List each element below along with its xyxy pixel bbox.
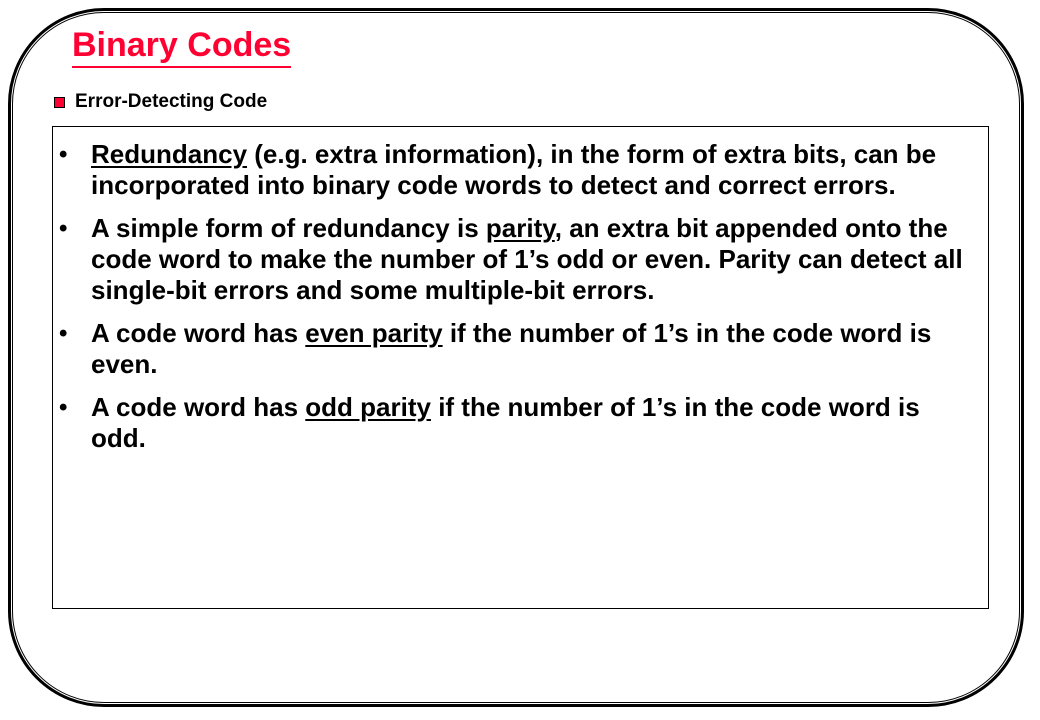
- bullet-text: , an extra bit appended onto the code word to make the number of 1’s odd or even. Parity can detect all single-bit errors and some multiple-bit errors.: [91, 213, 963, 305]
- term-redundancy: Redundancy: [91, 139, 248, 169]
- slide-subtitle: [54, 90, 267, 114]
- bullet-dot-icon: •: [59, 320, 68, 347]
- bullet-text: if the number of 1’s in the code word is even.: [91, 318, 932, 379]
- subtitle-label: Error-Detecting Code: [75, 91, 268, 112]
- slide-title: Binary Codes: [72, 24, 291, 68]
- term-odd-parity: odd parity: [305, 392, 431, 422]
- bullet-text: if the number of 1’s in the code word is odd.: [91, 392, 920, 453]
- bullet-text-lead: A code word has: [91, 392, 306, 422]
- term-even-parity: even parity: [305, 318, 443, 348]
- term-parity: parity: [485, 213, 555, 243]
- bullet-list: [53, 127, 988, 454]
- square-bullet-icon: [54, 97, 65, 108]
- bullet-dot-icon: •: [59, 141, 68, 168]
- bullet-dot-icon: •: [59, 394, 68, 421]
- bullet-dot-icon: •: [59, 215, 68, 242]
- bullet-item-parity: [53, 213, 988, 306]
- content-box: [52, 126, 989, 609]
- bullet-text-lead: A code word has: [91, 318, 306, 348]
- bullet-item-even-parity: [53, 318, 988, 380]
- bullet-item-odd-parity: [53, 392, 988, 454]
- bullet-item-redundancy: [53, 139, 988, 201]
- bullet-text-lead: A simple form of redundancy is: [91, 213, 486, 243]
- bullet-text: (e.g. extra information), in the form of extra bits, can be incorporated into binary code words to detect and correct errors.: [91, 139, 937, 200]
